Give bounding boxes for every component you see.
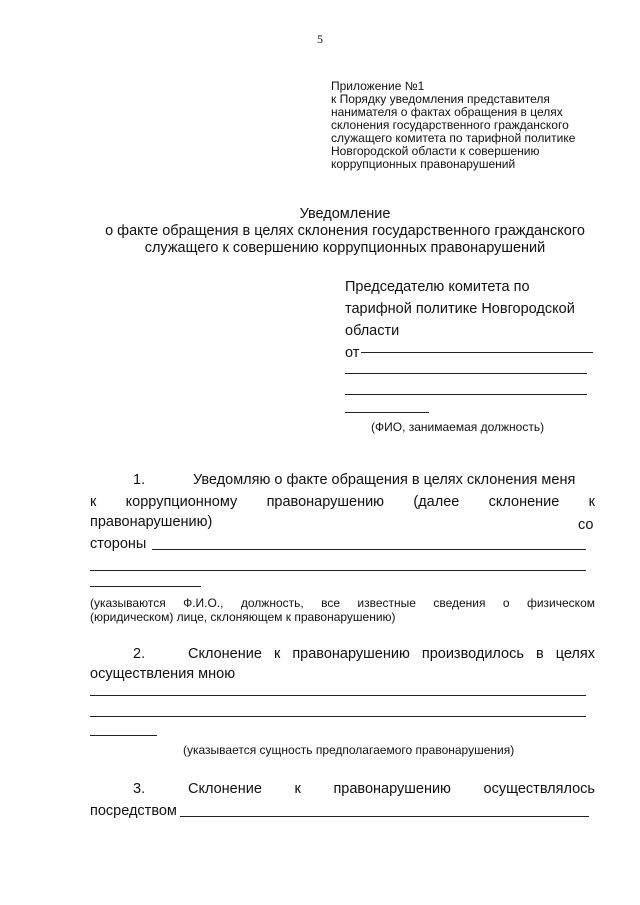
addressee-block <box>345 276 595 364</box>
appendix-line: коррупционных правонарушений <box>331 157 516 171</box>
section1-blank-line-2[interactable] <box>90 570 586 571</box>
section2-blank-line-3[interactable] <box>90 735 157 736</box>
page-number: 5 <box>317 32 323 46</box>
section2-blank-line[interactable] <box>90 695 586 696</box>
section1-line: со <box>578 517 594 533</box>
title-line: служащего к совершению коррупционных правонарушений <box>144 240 546 256</box>
addressee-line: области <box>345 323 400 339</box>
section2-caption: (указывается сущность предполагаемого правонарушения) <box>183 743 515 757</box>
section1-line: правонарушению) <box>90 514 213 530</box>
appendix-line: Новгородской области к совершению <box>331 144 540 158</box>
addressee-line: Председателю комитета по <box>345 279 530 295</box>
section1-blank-line-3[interactable] <box>90 586 201 587</box>
section1-number: 1. <box>133 472 146 488</box>
addressee-caption: (ФИО, занимаемая должность) <box>371 420 545 434</box>
section1-caption: (юридическом) лице, склоняющем к правонарушению) <box>90 610 396 624</box>
addressee-from-label: от <box>345 345 360 361</box>
appendix-header <box>331 80 601 171</box>
from-blank-line-4[interactable] <box>345 412 429 413</box>
appendix-line: служащего комитета по тарифной политике <box>331 131 576 145</box>
section1-blank-line[interactable] <box>152 549 586 550</box>
section2-line: осуществления мною <box>90 666 236 682</box>
from-blank-line-3[interactable] <box>345 394 587 395</box>
from-blank-line-2[interactable] <box>345 373 587 374</box>
section1-line: к коррупционному правонарушению (далее склонение к <box>90 494 595 510</box>
section2-line: Склонение к правонарушению производилось в целях <box>188 646 595 662</box>
addressee-line: тарифной политике Новгородской <box>345 301 575 317</box>
title-line: о факте обращения в целях склонения государственного гражданского <box>105 223 585 239</box>
section2-blank-line-2[interactable] <box>90 716 586 717</box>
section1-line: стороны <box>90 536 147 552</box>
section1-line: Уведомляю о факте обращения в целях склонения меня <box>193 472 576 488</box>
appendix-line: склонения государственного гражданского <box>331 118 569 132</box>
appendix-line: к Порядку уведомления представителя <box>331 92 550 106</box>
section3-line: Склонение к правонарушению осуществлялось <box>188 781 595 797</box>
notice-title <box>60 206 630 257</box>
section3-line: посредством <box>90 803 177 819</box>
title-heading: Уведомление <box>299 206 391 222</box>
appendix-line: нанимателя о фактах обращения в целях <box>331 105 563 119</box>
section2-number: 2. <box>133 646 146 662</box>
section1-caption: (указываются Ф.И.О., должность, все известные сведения о физическом <box>90 596 595 610</box>
section3-blank-line[interactable] <box>180 816 589 817</box>
section3-number: 3. <box>133 781 146 797</box>
appendix-line: Приложение №1 <box>331 79 425 93</box>
from-blank-line[interactable] <box>361 352 593 353</box>
